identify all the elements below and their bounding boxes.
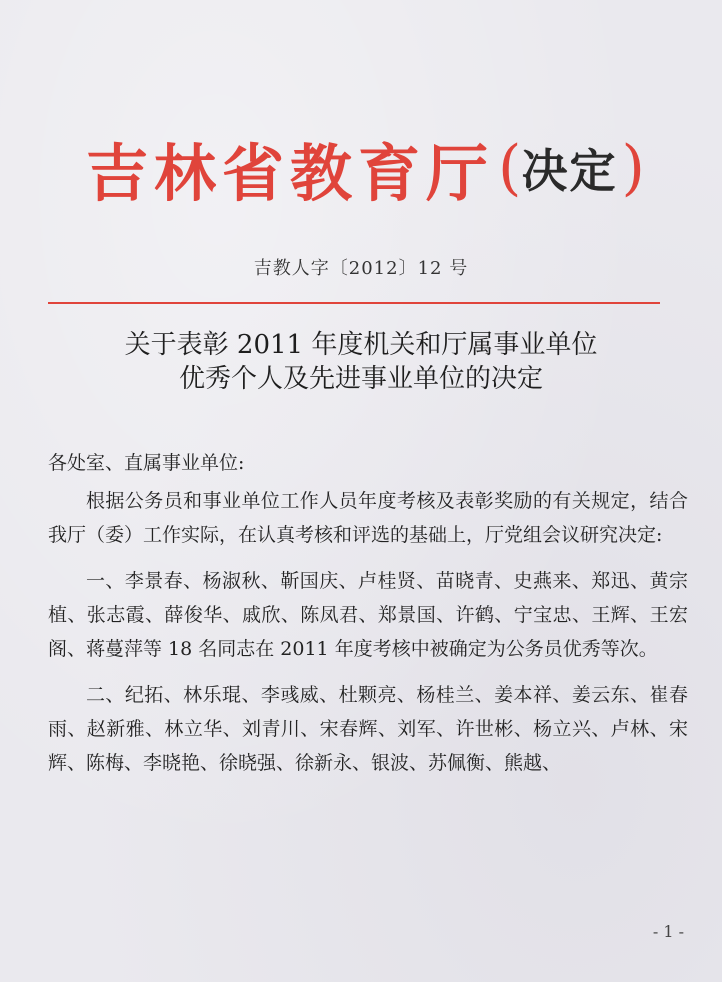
document-body [48, 446, 688, 792]
document-title [0, 328, 722, 396]
red-divider [48, 302, 660, 304]
document-number: 吉教人字〔2012〕12 号 [253, 258, 469, 279]
document-type: 决定 [521, 144, 618, 198]
paragraph-item-1: 一、李景春、杨淑秋、靳国庆、卢桂贤、苗晓青、史燕来、郑迅、黄宗植、张志霞、薛俊华、戚欣、陈凤君、郑景国、许鹤、宁宝忠、王辉、王宏阁、蒋蔓萍等 18 名同志在 2011 年度考核中被确定为公务员优秀等次。 [48, 570, 688, 660]
paragraph-item-2: 二、纪拓、林乐琨、李彧威、杜颗亮、杨桂兰、姜本祥、姜云东、崔春雨、赵新雅、林立华、刘青川、宋春辉、刘军、许世彬、杨立兴、卢林、宋辉、陈梅、李晓艳、徐晓强、徐新永、银波、苏佩衡、熊越、 [48, 684, 688, 774]
open-paren: ( [498, 133, 522, 203]
title-line-2: 优秀个人及先进事业单位的决定 [178, 364, 543, 394]
paragraph-intro: 根据公务员和事业单位工作人员年度考核及表彰奖励的有关规定，结合我厅（委）工作实际，在认真考核和评选的基础上，厅党组会议研究决定: [48, 490, 688, 546]
close-paren: ) [621, 133, 645, 203]
title-line-1: 关于表彰 2011 年度机关和厅属事业单位 [124, 330, 598, 360]
masthead [86, 118, 645, 218]
page-number: - 1 - [652, 922, 684, 941]
agency-name: 吉林省教育厅 [86, 136, 495, 210]
salutation: 各处室、直属事业单位: [48, 452, 245, 474]
